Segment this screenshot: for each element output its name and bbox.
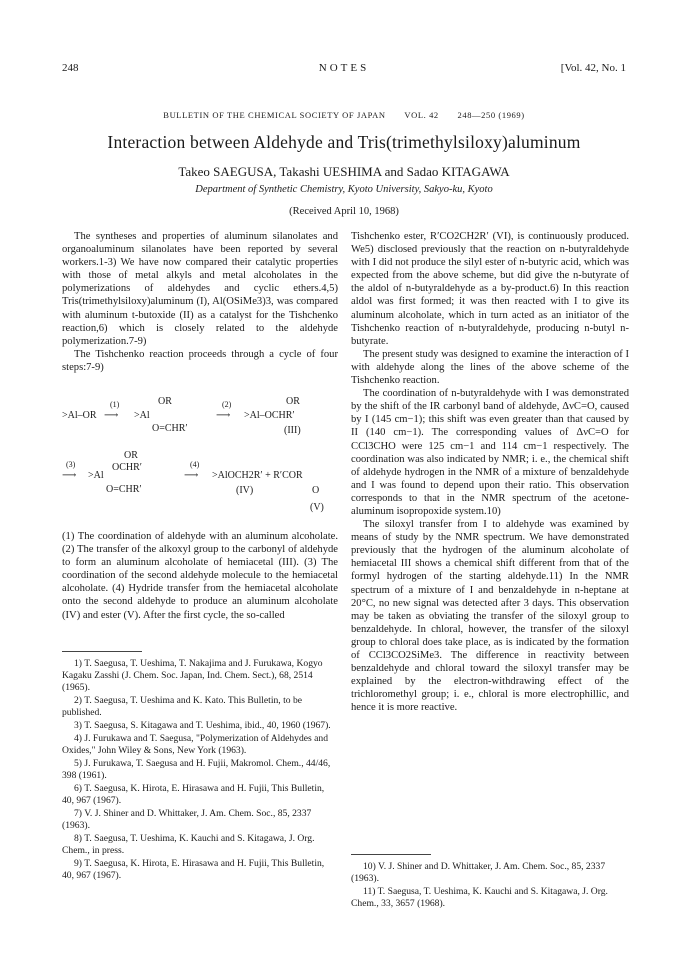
article-title: Interaction between Aldehyde and Tris(trimethylsiloxy)aluminum — [107, 132, 581, 152]
scheme-text: >AlOCH2R′ + R′COR — [212, 470, 303, 481]
paragraph: Tishchenko ester, R′CO2CH2R′ (VI), is continuously produced. We5) disclosed previously that the reaction on n-butyraldehyde with I did not produce the silyl ester of n-butyric acid, which was expected from the above scheme, but did give the n-butyrate of the aldol of n-butyraldehyde as a by-product.6) In this reaction aldol was first formed; it was then reacted with I to give its aluminum alcoholate, which in turn acted as an initiator of the Tishchenko reaction of n-butyraldehyde, producing n-butyl n-butyrate. — [351, 231, 629, 347]
footnote: 4) J. Furukawa and T. Saegusa, "Polymerization of Aldehydes and Oxides," John Wiley & Sons, New York (1963). — [62, 733, 329, 756]
compound-label: (V) — [310, 502, 324, 513]
page-number: 248 — [62, 62, 79, 74]
journal-name: BULLETIN OF THE CHEMICAL SOCIETY OF JAPAN — [163, 110, 386, 120]
scheme-step-label: (1) — [110, 400, 120, 409]
scheme-text: O — [312, 485, 320, 496]
footnote: 2) T. Saegusa, T. Ueshima and K. Kato. This Bulletin, to be published. — [62, 695, 302, 718]
paragraph: The siloxyl transfer from I to aldehyde was examined by means of study by the NMR spectrum. We have demonstrated previously that the hydrogen of the aluminum alcoholate of hemiacetal III shows a chemical shift different from that of the formyl hydrogen of the starting aldehyde.11) In the NMR spectrum of a mixture of I and benzaldehyde in n-heptane at 20°C, no new signal was detected after 3 days. This observation may be taken as obviating the transfer of the siloxyl group to benzaldehyde. In chloral, however, the transfer of the siloxyl group to chloral does take place, as is indicated by the formation of CCl3CO2SiMe3. The difference in reactivity between benzaldehyde and chloral toward the siloxyl transfer may be explained by the electron-withdrawing effect of the trichloromethyl group; i. e., chloral is more electrophillic, and hence it is more reactive. — [351, 519, 629, 714]
paragraph: The present study was designed to examine the interaction of I with aldehyde along the lines of the above scheme of the Tishchenko reaction. — [351, 348, 629, 387]
scheme-text: OR — [286, 396, 300, 407]
left-column-steps — [62, 530, 338, 622]
left-column-intro — [62, 230, 338, 374]
footnote-divider — [62, 651, 142, 652]
scheme-text: O=CHR′ — [152, 423, 188, 434]
scheme-text: OR — [158, 396, 172, 407]
footnote: 6) T. Saegusa, K. Hirota, E. Hirasawa and H. Fujii, This Bulletin, 40, 967 (1967). — [62, 783, 325, 806]
scheme-text: >Al–OCHR′ — [244, 410, 295, 421]
tishchenko-reaction-scheme — [62, 396, 338, 528]
compound-label: (III) — [284, 425, 301, 436]
author-list: Takeo SAEGUSA, Takashi UESHIMA and Sadao KITAGAWA — [178, 164, 510, 179]
journal-volume: VOL. 42 — [404, 110, 439, 120]
reaction-arrow-icon: ⟶ — [104, 410, 119, 421]
scheme-text: >Al — [134, 410, 150, 421]
paragraph: (1) The coordination of aldehyde with an aluminum alcoholate. (2) The transfer of the alkoxyl group to the carbonyl of aldehyde to form an aluminum alcoholate of hemiacetal (III). (3) The coordination of the second aldehyde molecule to the hemiacetal alcoholate. (4) Hydride transfer from the hemiacetal alcoholate onto the second aldehyde to produce an aluminum alcoholate (IV) and ester (V). After the first cycle, the so-called — [62, 531, 338, 621]
footnote: 11) T. Saegusa, T. Ueshima, K. Kauchi and S. Kitagawa, J. Org. Chem., 33, 3657 (1968). — [351, 886, 608, 909]
journal-citation-line — [62, 110, 626, 120]
affiliation: Department of Synthetic Chemistry, Kyoto University, Sakyo-ku, Kyoto — [195, 184, 493, 195]
reaction-arrow-icon: ⟶ — [62, 470, 77, 481]
footnote: 10) V. J. Shiner and D. Whittaker, J. Am. Chem. Soc., 85, 2337 (1963). — [351, 861, 606, 884]
footnote: 3) T. Saegusa, S. Kitagawa and T. Ueshima, ibid., 40, 1960 (1967). — [74, 720, 331, 731]
scheme-step-label: (3) — [66, 460, 76, 469]
footnote: 1) T. Saegusa, T. Ueshima, T. Nakajima and J. Furukawa, Kogyo Kagaku Zasshi (J. Chem. Soc. Japan, Ind. Chem. Sect.), 68, 2514 (1965). — [62, 658, 323, 693]
scheme-text: OR — [124, 450, 138, 461]
right-column — [351, 230, 629, 714]
scheme-text: >Al–OR — [62, 410, 97, 421]
reaction-arrow-icon: ⟶ — [184, 470, 199, 481]
reaction-arrow-icon: ⟶ — [216, 410, 231, 421]
scheme-text: >Al — [88, 470, 104, 481]
scheme-step-label: (4) — [190, 460, 200, 469]
footnotes-right — [351, 861, 629, 911]
compound-label: (IV) — [236, 485, 254, 496]
paragraph: The coordination of n-butyraldehyde with I was demonstrated by the shift of the IR carbonyl band of aldehyde, ΔνC=O, caused by I (145 cm−1); this shift was even greater than that caused by II (140 cm−1). The corresponding values of ΔνC=O for CCl3CHO were 125 cm−1 and 114 cm−1 respectively. The coordination was also indicated by NMR; i. e., the chemical shift of aldehyde hydrogen in the NMR of a mixture of benzaldehyde and I was found to depend upon their ratio. This observation corresponds to that in the NMR spectrum of the acetone-aluminum isopropoxide system.10) — [351, 388, 629, 517]
footnote-divider — [351, 854, 431, 855]
footnote: 9) T. Saegusa, K. Hirota, E. Hirasawa and H. Fujii, This Bulletin, 40, 967 (1967). — [62, 858, 325, 881]
footnote: 8) T. Saegusa, T. Ueshima, K. Kauchi and S. Kitagawa, J. Org. Chem., in press. — [62, 833, 315, 856]
volume-label: [Vol. 42, No. 1 — [560, 62, 626, 74]
running-header — [62, 62, 626, 78]
footnote: 7) V. J. Shiner and D. Whittaker, J. Am. Chem. Soc., 85, 2337 (1963). — [62, 808, 312, 831]
paragraph: The syntheses and properties of aluminum silanolates and organoaluminum silanolates have been reported by several workers.1-3) We have now compared their catalytic properties with those of metal alkyls and metal alcoholates in the polymerizations of aldehydes and cyclic ethers.4,5) Tris(trimethylsiloxy)aluminum (I), Al(OSiMe3)3, was compared with aluminum t-butoxide (II) as a catalyst for the Tishchenko reaction,6) which is closely related to the aldehyde polymerization.7-9) — [62, 231, 338, 347]
footnote: 5) J. Furukawa, T. Saegusa and H. Fujii, Makromol. Chem., 44/46, 398 (1961). — [62, 758, 331, 781]
journal-pages: 248—250 (1969) — [457, 110, 525, 120]
received-date: (Received April 10, 1968) — [289, 206, 399, 217]
scheme-text: OCHR′ — [112, 462, 142, 473]
paragraph: The Tishchenko reaction proceeds through a cycle of four steps:7-9) — [62, 348, 338, 373]
scheme-text: O=CHR′ — [106, 484, 142, 495]
footnotes-left — [62, 658, 338, 883]
scheme-step-label: (2) — [222, 400, 232, 409]
section-label: NOTES — [318, 62, 370, 74]
